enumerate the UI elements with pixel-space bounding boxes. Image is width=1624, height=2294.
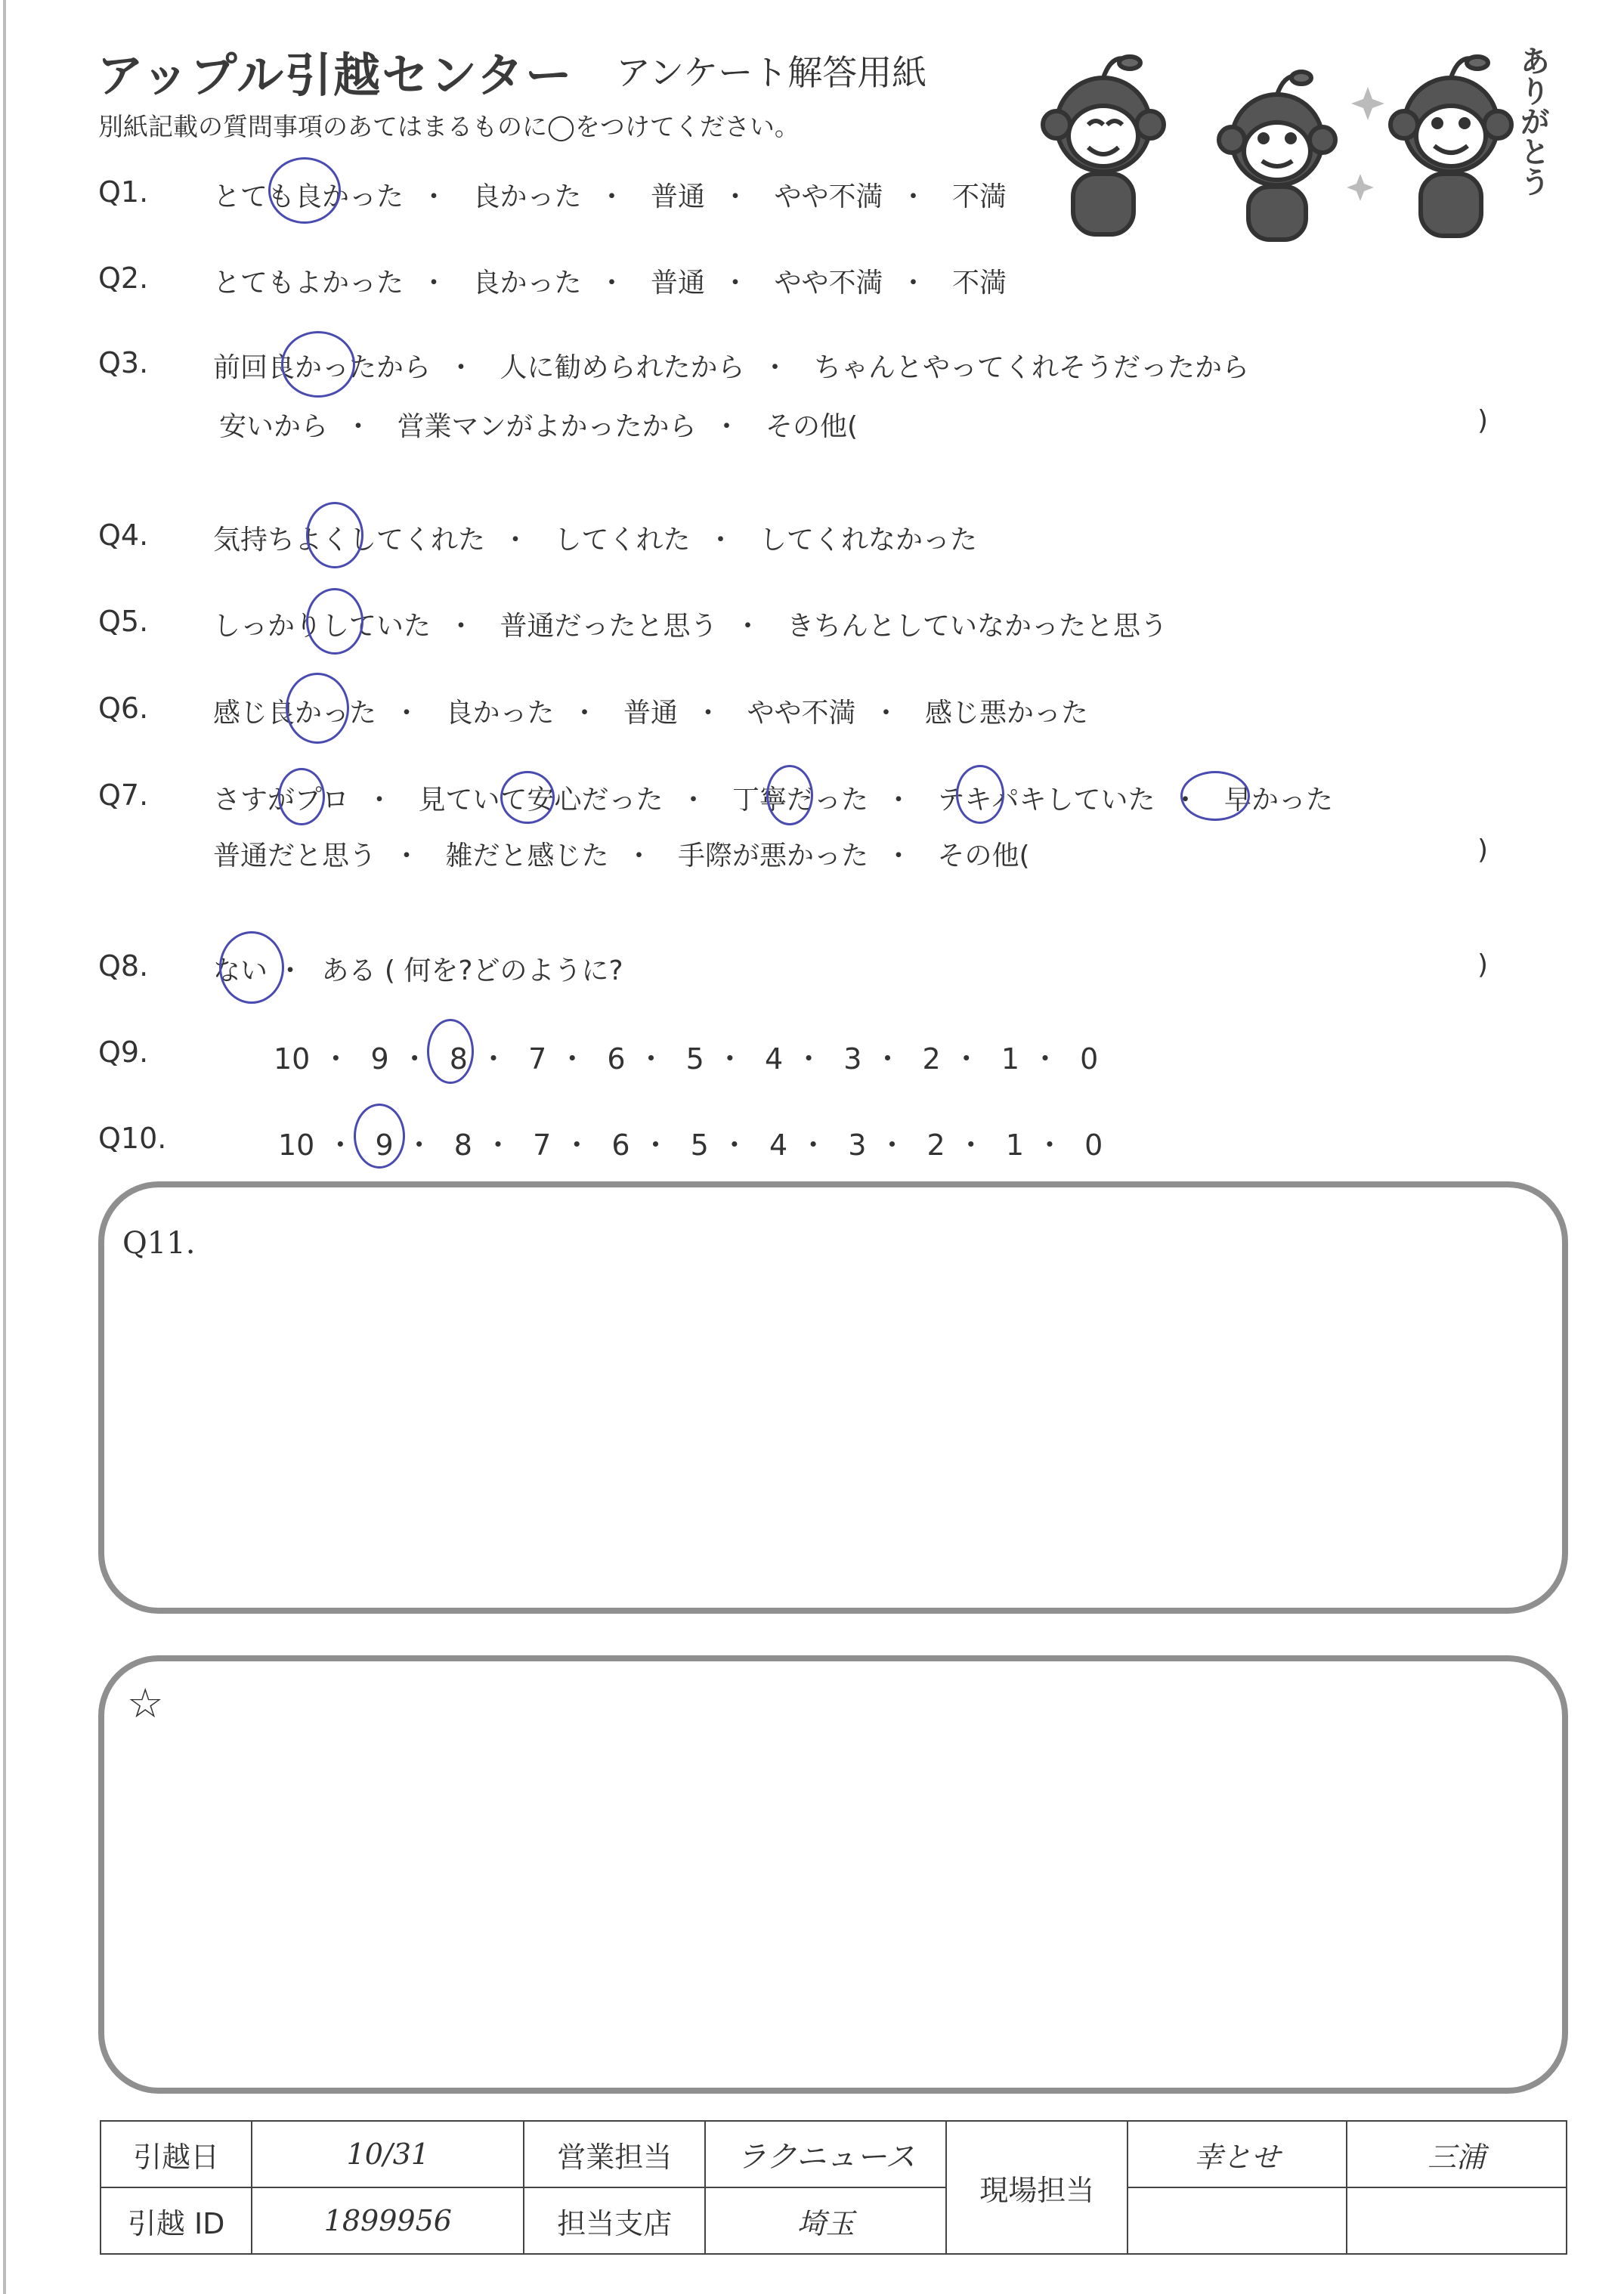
q10-score-2[interactable]: 2 xyxy=(926,1128,945,1162)
q7-option-5[interactable]: 早かった xyxy=(1223,785,1333,816)
q2-label: Q2. xyxy=(98,262,149,295)
q7-answer-circle-5 xyxy=(1180,771,1250,821)
field-staff-empty-2[interactable] xyxy=(1347,2187,1567,2254)
q2-option-3[interactable]: 普通 xyxy=(650,268,705,299)
brand-title: アップル引越センター xyxy=(97,48,574,103)
move-date-value[interactable]: 10/31 xyxy=(252,2121,524,2187)
q2-option-2[interactable]: 良かった xyxy=(472,268,582,299)
q10-score-8[interactable]: 8 xyxy=(453,1128,472,1162)
q2-option-5[interactable]: 不満 xyxy=(951,268,1007,299)
sales-label: 営業担当 xyxy=(524,2121,705,2187)
q7-option-3[interactable]: 丁寧だった xyxy=(732,785,868,816)
q1-options: とても良かった ・ 良かった ・ 普通 ・ やや不満 ・ 不満 xyxy=(213,175,1007,214)
q9-score-10[interactable]: 10 xyxy=(274,1042,311,1076)
q3-label: Q3. xyxy=(98,346,149,379)
scan-edge xyxy=(3,0,6,2294)
thanks-text: ありがとう xyxy=(1515,45,1550,197)
q8-option-1[interactable]: ない xyxy=(213,955,268,986)
q11-label: Q11. xyxy=(122,1226,196,1261)
q7-answer-circle-2 xyxy=(500,771,555,824)
q6-label: Q6. xyxy=(98,692,149,725)
q5-option-1[interactable]: しっかりしていた xyxy=(213,611,432,642)
q4-options: 気持ちよくしてくれた ・ してくれた ・ してくれなかった xyxy=(213,519,977,557)
move-id-value[interactable]: 1899956 xyxy=(252,2187,524,2254)
q11-comment-box[interactable] xyxy=(98,1181,1568,1614)
q3-option-4[interactable]: 安いから xyxy=(219,411,329,442)
q3-options-row1: 前回良かったから ・ 人に勧められたから ・ ちゃんとやってくれそうだったから xyxy=(213,346,1249,385)
move-date-label: 引越日 xyxy=(101,2121,252,2187)
q10-score-5[interactable]: 5 xyxy=(690,1128,709,1162)
q8-option-2[interactable]: ある ( 何を?どのように? xyxy=(321,955,623,986)
q10-score-9[interactable]: 9 xyxy=(375,1128,394,1162)
field-staff-empty-1[interactable] xyxy=(1128,2187,1346,2254)
q9-score-5[interactable]: 5 xyxy=(685,1042,704,1076)
q6-option-3[interactable]: 普通 xyxy=(623,698,678,729)
q4-label: Q4. xyxy=(98,519,149,552)
q6-options: 感じ良かった ・ 良かった ・ 普通 ・ やや不満 ・ 感じ悪かった xyxy=(213,692,1088,730)
q3-option-6[interactable]: その他( xyxy=(765,411,858,442)
q5-answer-circle xyxy=(306,588,363,655)
q10-scale: 10 ・ 9 ・ 8 ・ 7 ・ 6 ・ 5 ・ 4 ・ 3 ・ 2 ・ 1 ・ 0 xyxy=(278,1128,1103,1162)
q7-option-1[interactable]: さすがプロ xyxy=(213,785,350,816)
q9-score-6[interactable]: 6 xyxy=(607,1042,626,1076)
q1-option-4[interactable]: やや不満 xyxy=(774,181,883,212)
q9-score-9[interactable]: 9 xyxy=(370,1042,389,1076)
q7-options-row2: 普通だと思う ・ 雑だと感じた ・ 手際が悪かった ・ その他( xyxy=(213,834,1030,873)
q7-option-9[interactable]: その他( xyxy=(937,841,1030,871)
q7-option-4[interactable]: テキパキしていた xyxy=(937,785,1155,816)
q7-option-8[interactable]: 手際が悪かった xyxy=(677,841,868,871)
q7-answer-circle-4 xyxy=(956,765,1004,824)
q1-answer-circle xyxy=(268,157,341,224)
q10-label: Q10. xyxy=(98,1122,167,1155)
q2-option-4[interactable]: やや不満 xyxy=(774,268,883,299)
q9-score-0[interactable]: 0 xyxy=(1080,1042,1099,1076)
q8-close-paren: ) xyxy=(1477,949,1489,980)
q5-label: Q5. xyxy=(98,605,149,638)
q7-option-6[interactable]: 普通だと思う xyxy=(213,841,377,871)
q7-close-paren: ) xyxy=(1477,834,1489,865)
star-comment-box[interactable] xyxy=(98,1655,1568,2094)
branch-label: 担当支店 xyxy=(524,2187,705,2254)
q10-score-0[interactable]: 0 xyxy=(1084,1128,1103,1162)
q3-close-paren: ) xyxy=(1477,405,1489,436)
q3-option-5[interactable]: 営業マンがよかったから xyxy=(397,411,697,442)
q10-score-10[interactable]: 10 xyxy=(278,1128,315,1162)
q8-options: ない ・ ある ( 何を?どのように? xyxy=(213,949,623,988)
q8-label: Q8. xyxy=(98,949,149,983)
sales-value[interactable]: ラクニュース xyxy=(705,2121,946,2187)
field-staff-label: 現場担当 xyxy=(946,2121,1128,2254)
move-id-label: 引越 ID xyxy=(101,2187,252,2254)
q6-option-2[interactable]: 良かった xyxy=(445,698,555,729)
q3-answer-circle xyxy=(281,331,355,398)
q6-option-1[interactable]: 感じ良かった xyxy=(213,698,377,729)
q1-label: Q1. xyxy=(98,175,149,209)
q6-option-5[interactable]: 感じ悪かった xyxy=(924,698,1088,729)
q8-answer-circle xyxy=(219,931,284,1004)
q3-option-2[interactable]: 人に勧められたから xyxy=(500,352,745,383)
q6-answer-circle xyxy=(286,673,349,744)
q9-answer-circle xyxy=(427,1019,474,1084)
q10-score-3[interactable]: 3 xyxy=(848,1128,867,1162)
q7-options-row1: さすがプロ ・ 見ていて安心だった ・ 丁寧だった ・ テキパキしていた ・ 早かった xyxy=(213,779,1333,817)
monkey-mascots-illustration xyxy=(1028,42,1572,246)
q3-options-row2: 安いから ・ 営業マンがよかったから ・ その他( xyxy=(219,405,858,444)
q9-score-1[interactable]: 1 xyxy=(1001,1042,1020,1076)
q6-option-4[interactable]: やや不満 xyxy=(747,698,856,729)
q9-score-8[interactable]: 8 xyxy=(449,1042,468,1076)
form-subtitle: アンケート解答用紙 xyxy=(616,52,927,93)
q1-option-5[interactable]: 不満 xyxy=(951,181,1007,212)
field-staff-value-1[interactable]: 幸とせ xyxy=(1128,2121,1346,2187)
q10-score-6[interactable]: 6 xyxy=(611,1128,630,1162)
q7-option-7[interactable]: 雑だと感じた xyxy=(445,841,609,871)
q2-options: とてもよかった ・ 良かった ・ 普通 ・ やや不満 ・ 不満 xyxy=(213,262,1007,300)
branch-value[interactable]: 埼玉 xyxy=(705,2187,946,2254)
q9-score-2[interactable]: 2 xyxy=(922,1042,941,1076)
field-staff-value-2[interactable]: 三浦 xyxy=(1347,2121,1567,2187)
q4-answer-circle xyxy=(306,502,363,568)
q2-option-1[interactable]: とてもよかった xyxy=(213,268,404,299)
q9-label: Q9. xyxy=(98,1036,149,1069)
q9-scale: 10 ・ 9 ・ 8 ・ 7 ・ 6 ・ 5 ・ 4 ・ 3 ・ 2 ・ 1 ・ 0 xyxy=(274,1042,1099,1076)
q10-answer-circle xyxy=(354,1104,405,1169)
q1-option-1[interactable]: とても良かった xyxy=(213,181,404,212)
q9-score-3[interactable]: 3 xyxy=(843,1042,862,1076)
q10-score-4[interactable]: 4 xyxy=(769,1128,788,1162)
q3-option-1[interactable]: 前回良かったから xyxy=(213,352,432,383)
q4-option-3[interactable]: してくれなかった xyxy=(759,525,977,556)
q3-option-3[interactable]: ちゃんとやってくれそうだったから xyxy=(813,352,1249,383)
info-table xyxy=(100,2120,1567,2255)
q7-answer-circle-3 xyxy=(766,765,813,825)
q4-option-2[interactable]: してくれた xyxy=(554,525,691,556)
q4-option-1[interactable]: 気持ちよくしてくれた xyxy=(213,525,486,556)
q7-answer-circle-1 xyxy=(278,768,325,825)
q9-score-4[interactable]: 4 xyxy=(764,1042,784,1076)
q9-score-7[interactable]: 7 xyxy=(528,1042,547,1076)
q10-score-1[interactable]: 1 xyxy=(1005,1128,1025,1162)
q1-option-2[interactable]: 良かった xyxy=(472,181,582,212)
q5-option-2[interactable]: 普通だったと思う xyxy=(500,611,718,642)
star-label: ☆ xyxy=(127,1679,164,1727)
q5-options: しっかりしていた ・ 普通だったと思う ・ きちんとしていなかったと思う xyxy=(213,605,1168,643)
q7-option-2[interactable]: 見ていて安心だった xyxy=(418,785,664,816)
q7-label: Q7. xyxy=(98,779,149,812)
q1-option-3[interactable]: 普通 xyxy=(650,181,705,212)
q10-score-7[interactable]: 7 xyxy=(533,1128,552,1162)
q5-option-3[interactable]: きちんとしていなかったと思う xyxy=(786,611,1168,642)
instruction-text: 別紙記載の質問事項のあてはまるものに◯をつけてください。 xyxy=(98,112,800,141)
